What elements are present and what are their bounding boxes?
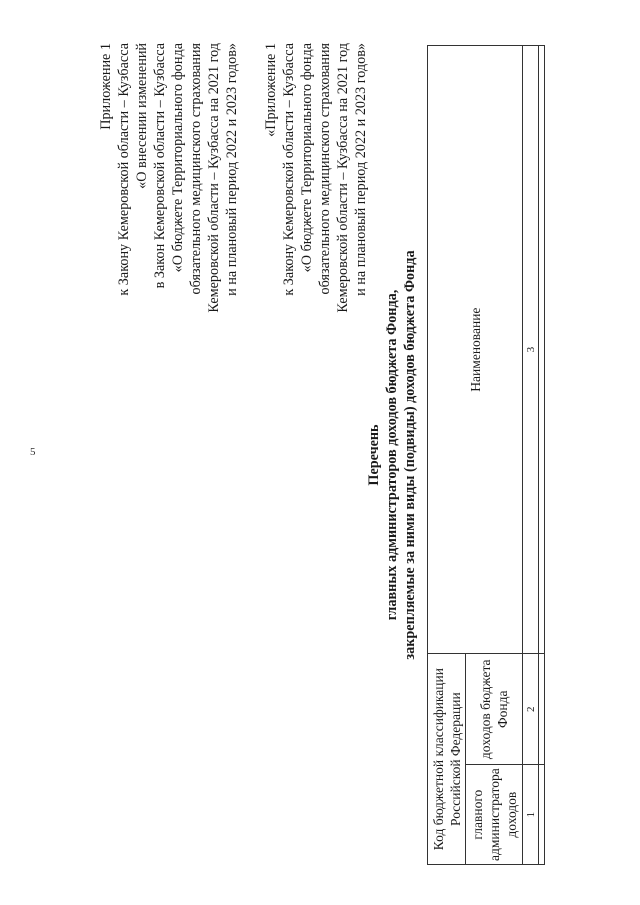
table-header-row [428,46,466,865]
appendix-2-line: «Приложение 1 [263,43,279,137]
appendix-1-line: и на плановый период 2022 и 2023 годов» [224,43,240,296]
column-number-cell: 2 [523,654,539,765]
appendix-1-line: обязательного медицинского страхования [188,43,204,295]
table-cell [539,46,545,654]
appendix-2-line: и на плановый период 2022 и 2023 годов» [353,43,369,296]
appendix-1-line: Кемеровской области – Кузбасса на 2021 год [206,43,222,313]
appendix-2-line: «О бюджете Территориального фонда [299,43,315,273]
income-code-header-cell: доходов бюджета Фонда [466,654,523,765]
document-heading [365,25,419,885]
appendix-2-line: Кемеровской области – Кузбасса на 2021 год [335,43,351,313]
heading-line: закрепляемые за ними виды (подвиды) доходов бюджета Фонда [402,250,418,660]
appendix-1-line: в Закон Кемеровской области – Кузбасса [152,43,168,289]
appendix-2-line: к Закону Кемеровской области – Кузбасса [281,43,297,296]
rotated-page-content [85,25,545,885]
appendix-1-line: к Закону Кемеровской области – Кузбасса [116,43,132,296]
table-row [539,46,545,865]
appendix-1-line: «О бюджете Территориального фонда [170,43,186,273]
column-number-cell: 3 [523,46,539,654]
page-number: 5 [30,446,36,458]
appendix-2-line: обязательного медицинского страхования [317,43,333,295]
heading-line: главных администраторов доходов бюджета Фонда, [384,289,400,621]
column-number-cell: 1 [523,765,539,865]
group-header-cell: Код бюджетной классификации Российской Федерации [428,654,466,865]
table-cell [539,654,545,765]
appendix-2-block [262,43,370,343]
table-cell [539,765,545,865]
appendix-1-block [97,43,241,343]
appendix-1-line: «О внесении изменений [134,43,150,189]
appendix-1-line: Приложение 1 [98,43,114,130]
admin-code-header-cell: главного администратора доходов [466,765,523,865]
heading-title: Перечень [366,424,382,486]
column-number-row [523,46,539,865]
name-header-cell: Наименование [428,46,523,654]
classification-table [427,45,545,865]
